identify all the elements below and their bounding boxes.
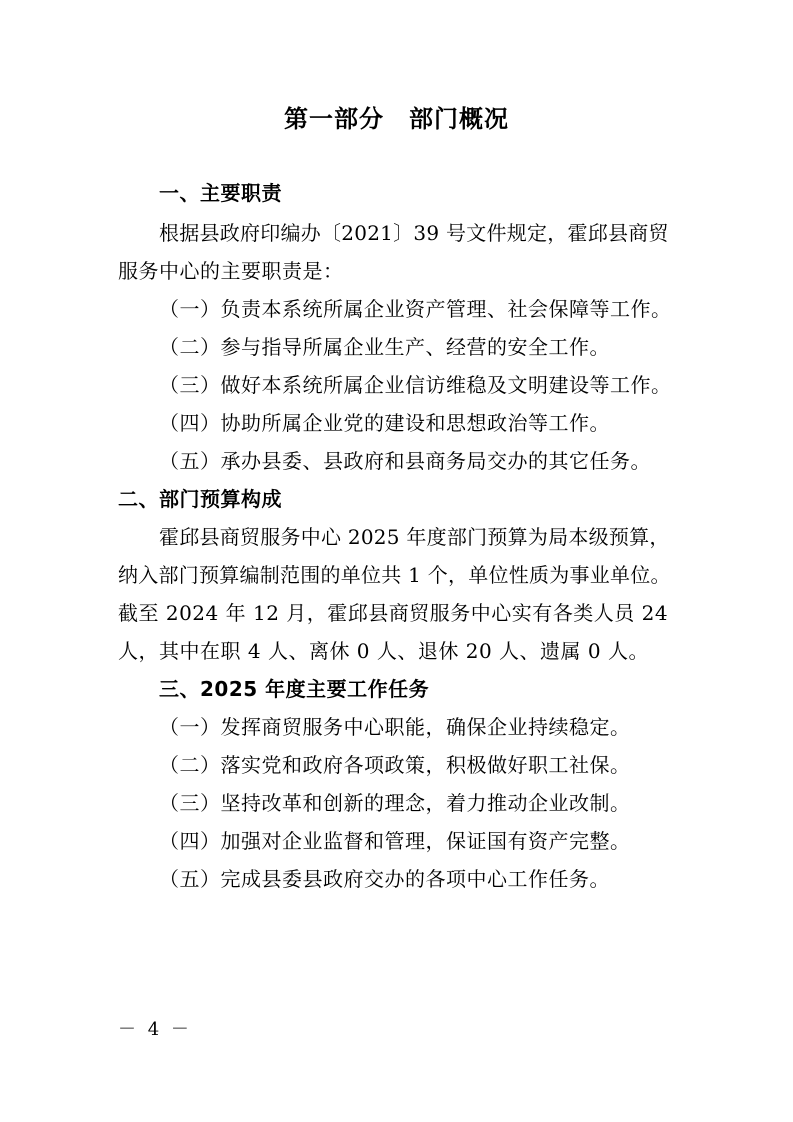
duty-item: （五）承办县委、县政府和县商务局交办的其它任务。 — [159, 449, 651, 473]
task-item: （五）完成县委县政府交办的各项中心工作任务。 — [159, 867, 610, 891]
section-heading-tasks: 三、2025 年度主要工作任务 — [159, 677, 430, 701]
task-item: （四）加强对企业监督和管理，保证国有资产完整。 — [159, 829, 631, 853]
task-item: （一）发挥商贸服务中心职能，确保企业持续稳定。 — [159, 715, 631, 739]
duty-item: （四）协助所属企业党的建设和思想政治等工作。 — [159, 411, 610, 435]
page-number: － 4 － — [118, 1019, 192, 1040]
duties-intro-line-2: 服务中心的主要职责是： — [118, 259, 344, 283]
task-item: （三）坚持改革和创新的理念，着力推动企业改制。 — [159, 791, 631, 815]
task-item: （二）落实党和政府各项政策，积极做好职工社保。 — [159, 753, 631, 777]
budget-line: 人，其中在职 4 人、离休 0 人、退休 20 人、遗属 0 人。 — [118, 639, 649, 663]
duty-item: （三）做好本系统所属企业信访维稳及文明建设等工作。 — [159, 373, 672, 397]
budget-line: 截至 2024 年 12 月，霍邱县商贸服务中心实有各类人员 24 — [118, 601, 669, 625]
duty-item: （一）负责本系统所属企业资产管理、社会保障等工作。 — [159, 297, 672, 321]
section-heading-duties: 一、主要职责 — [159, 181, 282, 205]
duties-intro-line-1: 根据县政府印编办〔2021〕39 号文件规定，霍邱县商贸 — [159, 221, 669, 245]
budget-line: 纳入部门预算编制范围的单位共 1 个，单位性质为事业单位。 — [118, 563, 671, 587]
section-heading-budget: 二、部门预算构成 — [118, 487, 282, 511]
duty-item: （二）参与指导所属企业生产、经营的安全工作。 — [159, 335, 610, 359]
budget-line: 霍邱县商贸服务中心 2025 年度部门预算为局本级预算， — [159, 525, 670, 549]
page-title: 第一部分 部门概况 — [284, 105, 509, 133]
